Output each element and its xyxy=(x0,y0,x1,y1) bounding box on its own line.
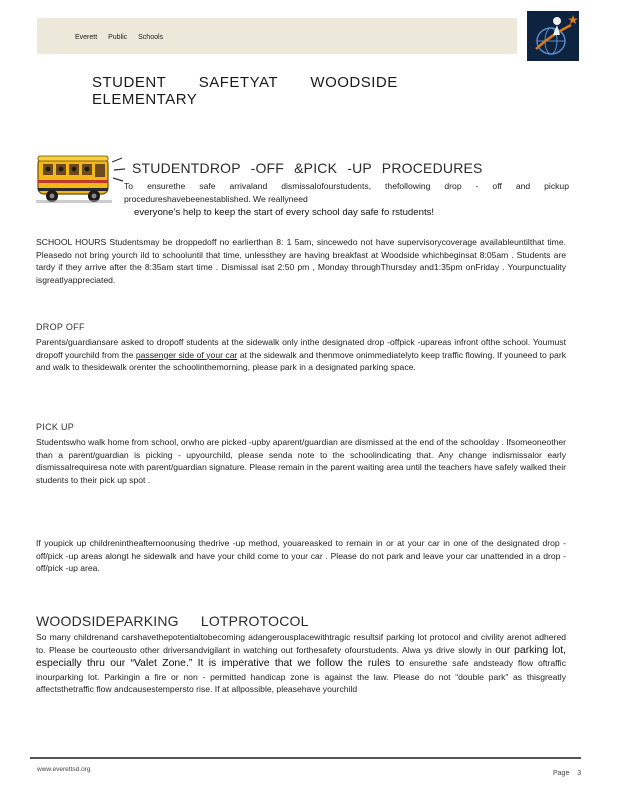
drop-off-text-1: Parents/guardiansare asked to dropoff students at the sidewalk only inthe designated drop -offpick -upareas infront ofthe school. Youmust dropoff yourchild from the xyxy=(36,337,566,360)
school-hours-text: SCHOOL HOURS Studentsmay be droppedoff no earlierthan 8: 1 5am, sincewedo not have supervisorycoverage availableuntilthat time. Pleasedo not bring yourch ild to schooluntil that time, unlessthey are having breakfast at Woodside whichbeginsat 8:05am . Students are tardy if they arrive after the 8:35am start time . Dismissal isat 2:50 pm , Monday throughThursday and1:35pm onFriday . Yourpunctuality isgreatlyappreciated. xyxy=(36,237,566,285)
footer-divider xyxy=(30,757,581,759)
pick-up-drive-text: If youpick up childrenintheafternoonusing thedrive -up method, youareasked to remain in or at your car in one of the designated drop -off/pick -up areas alongt he sidewalk and have your child come to your car . Please do not park and leave your car unattended in a drop -off/pick -up area. xyxy=(36,538,566,574)
school-globe-logo-icon xyxy=(527,11,579,61)
procedures-heading: STUDENTDROP -OFF &PICK -UP PROCEDURES xyxy=(132,160,483,176)
drop-off-text-2: at the sidewalk and thenmove onimmediatelyto keep traffic flowing. If youneed to park and walk to thesidewalk orenter the schoolinthemorning, please park in a designated parking space. xyxy=(36,349,566,373)
footer-url: www.everettsd.org xyxy=(37,766,91,773)
drop-off-text xyxy=(36,336,566,374)
parking-valet-text: our parking lot, especially thru our “Valet Zone.” It is imperative that we follow the rules to xyxy=(36,644,567,670)
page-title: STUDENT SAFETYAT WOODSIDE ELEMENTARY xyxy=(92,74,398,108)
drop-off-heading: DROP OFF xyxy=(36,322,85,332)
school-bus-icon xyxy=(34,150,126,208)
pick-up-heading: PICK UP xyxy=(36,422,75,432)
page-number: Page 3 xyxy=(553,770,582,777)
parking-text-2: ensurethe safe andsteady flow oftraffic inourparking lot. Parkingin a fire or non - permitted handicap zone is against the law. Please do not “double park” as thisgreatly affectsthetraffic flow andcausestempersto rise. If at allpossible, pleasehave yourchild xyxy=(36,658,567,695)
pick-up-text: Studentswho walk home from school, orwho are picked -upby aparent/guardian are dismissed at the end of the schoolday . Ifsomeoneother than a parent/guardian is picking - upyourchild, please senda note to the schoolindicating that. Any change indismissalor early dismissalrequiresa note with parent/guardian signature. Please remain in the parent waiting area until the teachers have safely walked their students to their pick up spot . xyxy=(36,437,566,485)
procedures-help-text: everyone’s help to keep the start of every school day safe fo rstudents! xyxy=(134,207,435,218)
drop-off-passenger-side: passenger side of your car xyxy=(135,349,238,360)
parking-text-1: So many childrenand carshavethepotentialtobecoming adangerousplacewithtragic resultsif parking lot protocol and civility arenot adhered to. Please be courteousto other driversandvigilant in watching out forthesafety ofourstudents. Alwa ys drive slowly in xyxy=(36,632,566,655)
procedures-lead-text: To ensurethe safe arrivaland dismissalofourstudents, thefollowing drop - off and pickup procedureshavebeenestablished. We reallyneed xyxy=(124,181,569,204)
parking-heading: WOODSIDEPARKING LOTPROTOCOL xyxy=(36,613,309,629)
district-name: Everett Public Schools xyxy=(75,34,164,41)
parking-text xyxy=(36,631,566,696)
